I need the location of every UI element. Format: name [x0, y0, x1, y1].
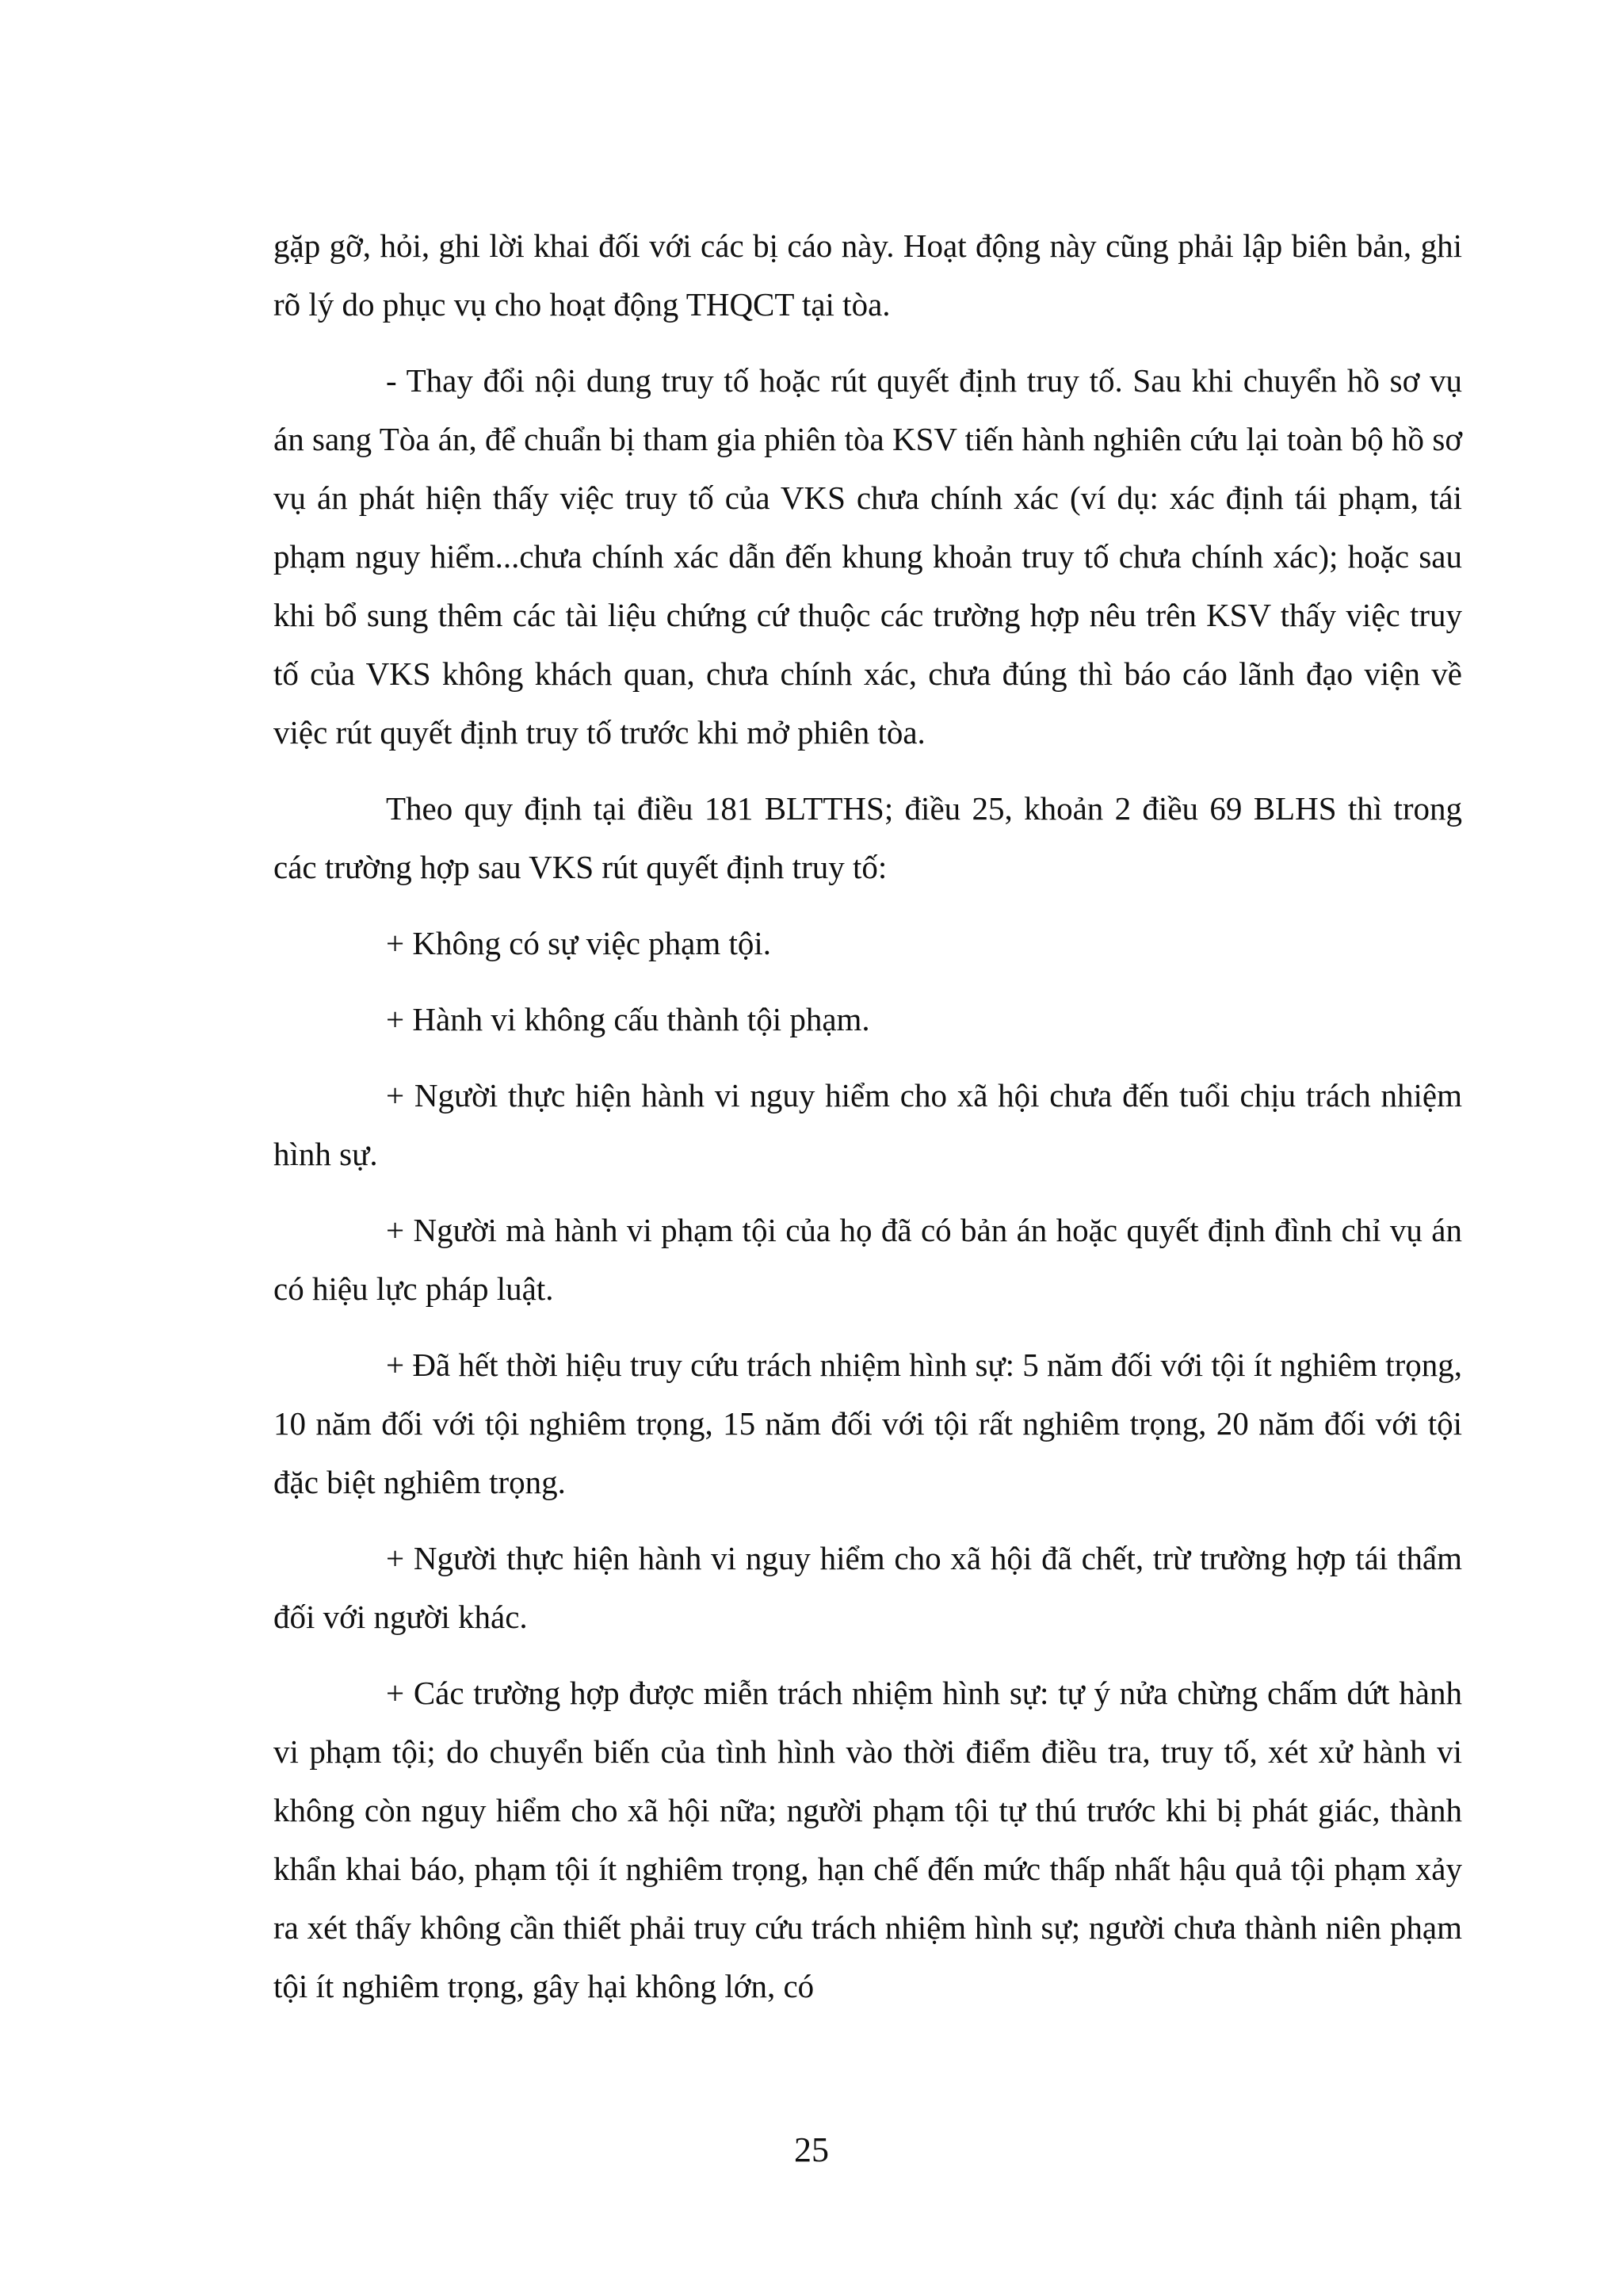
list-item-no-offense-elements: + Hành vi không cấu thành tội phạm. [386, 1001, 870, 1037]
list-item-deceased: + Người thực hiện hành vi nguy hiểm cho xã hội đã chết, trừ trường hợp tái thẩm đối với người khác. [273, 1540, 1462, 1635]
list-item-prior-judgment: + Người mà hành vi phạm tội của họ đã có bản án hoặc quyết định đình chỉ vụ án có hiệu lực pháp luật. [273, 1212, 1462, 1307]
paragraph-legal-basis: Theo quy định tại điều 181 BLTTHS; điều 25, khoản 2 điều 69 BLHS thì trong các trường hợp sau VKS rút quyết định truy tố: [273, 790, 1462, 885]
list-item-underage: + Người thực hiện hành vi nguy hiểm cho xã hội chưa đến tuổi chịu trách nhiệm hình sự. [273, 1077, 1462, 1172]
list-item-exemptions: + Các trường hợp được miễn trách nhiệm hình sự: tự ý nửa chừng chấm dứt hành vi phạm tội; do chuyển biến của tình hình vào thời điểm điều tra, truy tố, xét xử hành vi không còn nguy hiểm cho xã hội nữa; người phạm tội tự thú trước khi bị phát giác, thành khẩn khai báo, phạm tội ít nghiêm trọng, hạn chế đến mức thấp nhất hậu quả tội phạm xảy ra xét thấy không cần thiết phải truy cứu trách nhiệm hình sự; người chưa thành niên phạm tội ít nghiêm trọng, gây hại không lớn, có [273, 1675, 1462, 2004]
page-number: 25 [794, 2130, 829, 2169]
list-item-statute-of-limitations: + Đã hết thời hiệu truy cứu trách nhiệm hình sự: 5 năm đối với tội ít nghiêm trọng, 10 năm đối với tội nghiêm trọng, 15 năm đối với tội rất nghiêm trọng, 20 năm đối với tội đặc biệt nghiêm trọng. [273, 1347, 1462, 1500]
document-body [273, 216, 1462, 2015]
list-item-no-crime: + Không có sự việc phạm tội. [386, 925, 772, 961]
paragraph-continuation: gặp gỡ, hỏi, ghi lời khai đối với các bị cáo này. Hoạt động này cũng phải lập biên bản, ghi rõ lý do phục vụ cho hoạt động THQCT tại tòa. [273, 227, 1462, 323]
paragraph-change-prosecution: - Thay đổi nội dung truy tố hoặc rút quyết định truy tố. Sau khi chuyển hồ sơ vụ án sang Tòa án, để chuẩn bị tham gia phiên tòa KSV tiến hành nghiên cứu lại toàn bộ hồ sơ vụ án phát hiện thấy việc truy tố của VKS chưa chính xác (ví dụ: xác định tái phạm, tái phạm nguy hiểm...chưa chính xác dẫn đến khung khoản truy tố chưa chính xác); hoặc sau khi bổ sung thêm các tài liệu chứng cứ thuộc các trường hợp nêu trên KSV thấy việc truy tố của VKS không khách quan, chưa chính xác, chưa đúng thì báo cáo lãnh đạo viện về việc rút quyết định truy tố trước khi mở phiên tòa. [273, 362, 1462, 751]
